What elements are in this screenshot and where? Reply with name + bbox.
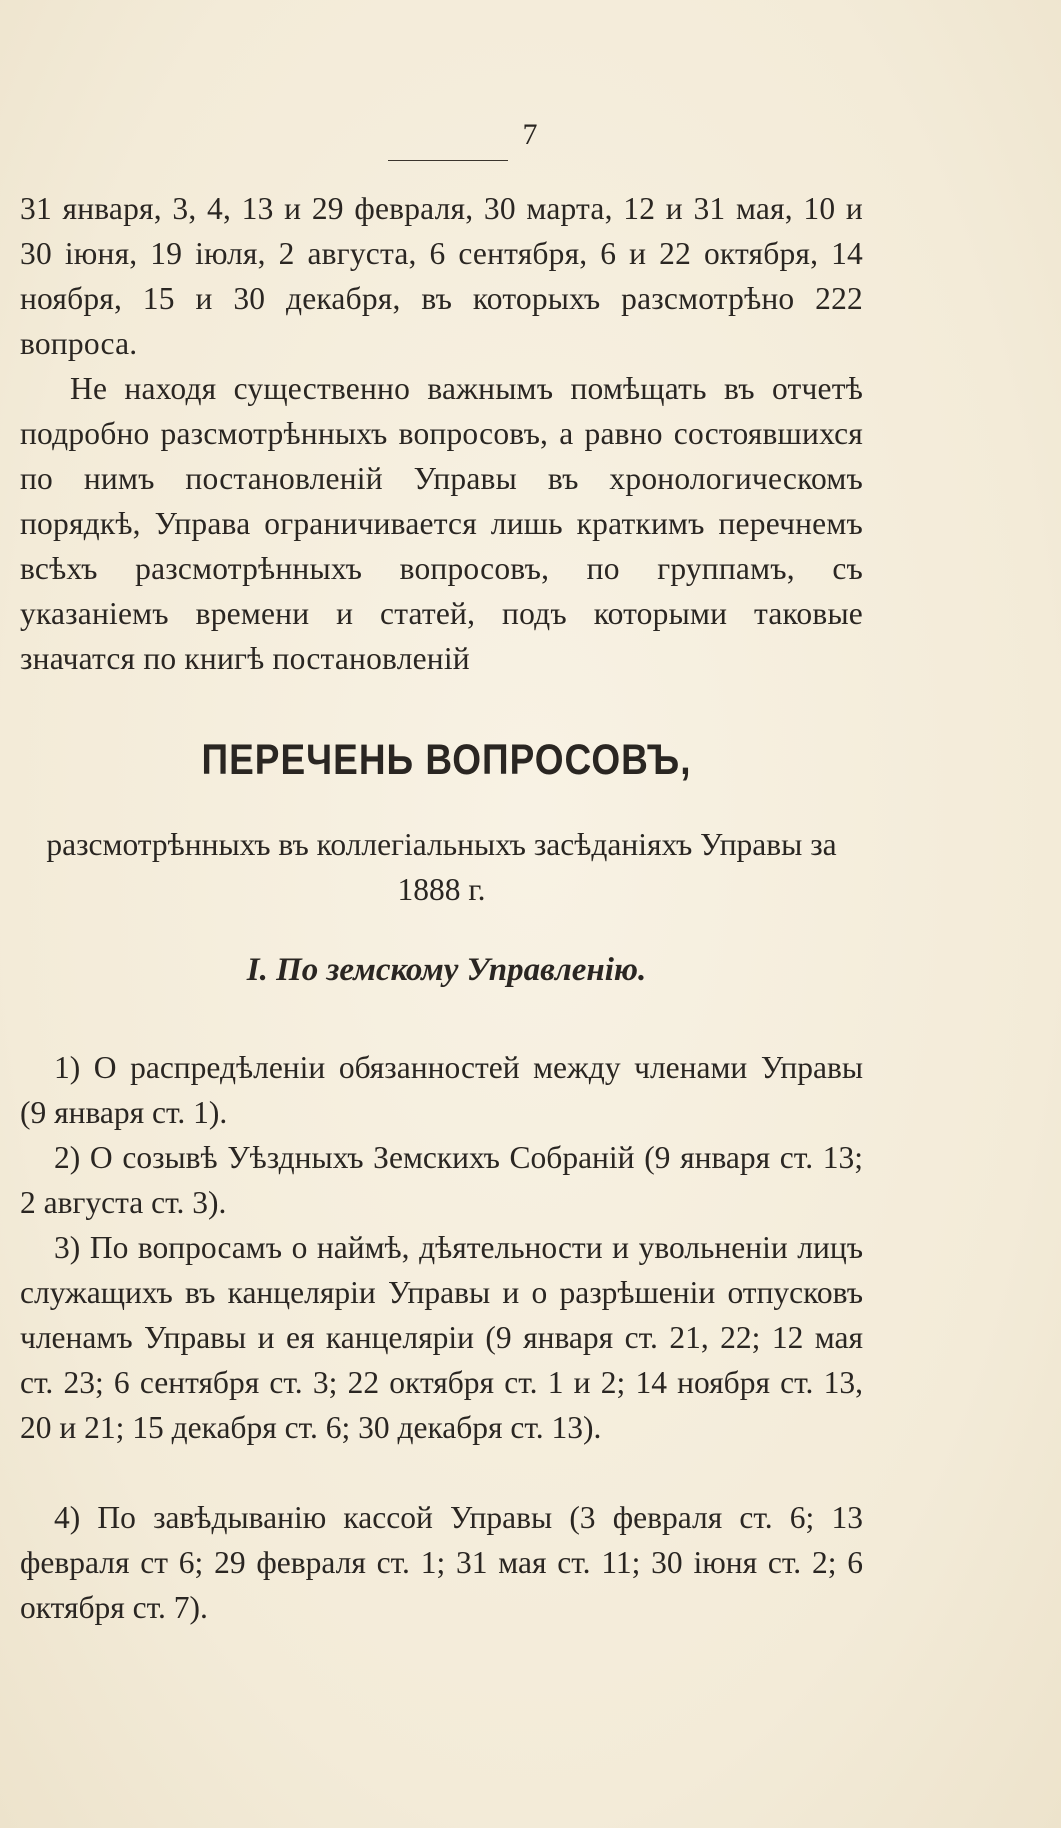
page-number: 7 xyxy=(522,118,539,151)
page-header xyxy=(0,118,1061,158)
list-title: ПЕРЕЧЕНЬ ВОПРОСОВЪ, xyxy=(201,736,692,784)
list-item-2: 2) О созывѣ Уѣздныхъ Земскихъ Собраній (9 января ст. 13; 2 августа ст. 3). xyxy=(20,1140,863,1220)
list-item-4: 4) По завѣдыванію кассой Управы (3 февраля ст. 6; 13 февраля ст 6; 29 февраля ст. 1; 31 мая ст. 11; 30 іюня ст. 2; 6 октября ст. 7). xyxy=(20,1500,863,1625)
intro-paragraph-2: Не находя существенно важнымъ помѣщать въ отчетѣ подробно разсмотрѣнныхъ вопросовъ, а равно состоявшихся по нимъ постановленій Управы въ хронологическомъ порядкѣ, Управа ограничивается лишь краткимъ перечнемъ всѣхъ разсмотрѣнныхъ вопросовъ, по группамъ, съ указаніемъ времени и статей, подъ которыми таковые значатся по книгѣ постановленій xyxy=(20,371,863,676)
section-heading: I. По земскому Управленію. xyxy=(246,952,647,988)
list-item-3: 3) По вопросамъ о наймѣ, дѣятельности и увольненіи лицъ служащихъ въ канцеляріи Управы и о разрѣшеніи отпусковъ членамъ Управы и ея канцеляріи (9 января ст. 21, 22; 12 мая ст. 23; 6 сентября ст. 3; 22 октября ст. 1 и 2; 14 ноября ст. 13, 20 и 21; 15 декабря ст. 6; 30 декабря ст. 13). xyxy=(20,1230,863,1445)
header-rule xyxy=(388,160,508,161)
intro-paragraph-1: 31 января, 3, 4, 13 и 29 февраля, 30 марта, 12 и 31 мая, 10 и 30 іюня, 19 іюля, 2 августа, 6 сентября, 6 и 22 октября, 14 ноября, 15 и 30 декабря, въ которыхъ разсмотрѣно 222 вопроса. xyxy=(20,191,863,361)
list-item-1: 1) О распредѣленіи обязанностей между членами Управы (9 января ст. 1). xyxy=(20,1050,863,1130)
list-subtitle: разсмотрѣнныхъ въ коллегіальныхъ засѣданіяхъ Управы за 1888 г. xyxy=(46,827,837,907)
